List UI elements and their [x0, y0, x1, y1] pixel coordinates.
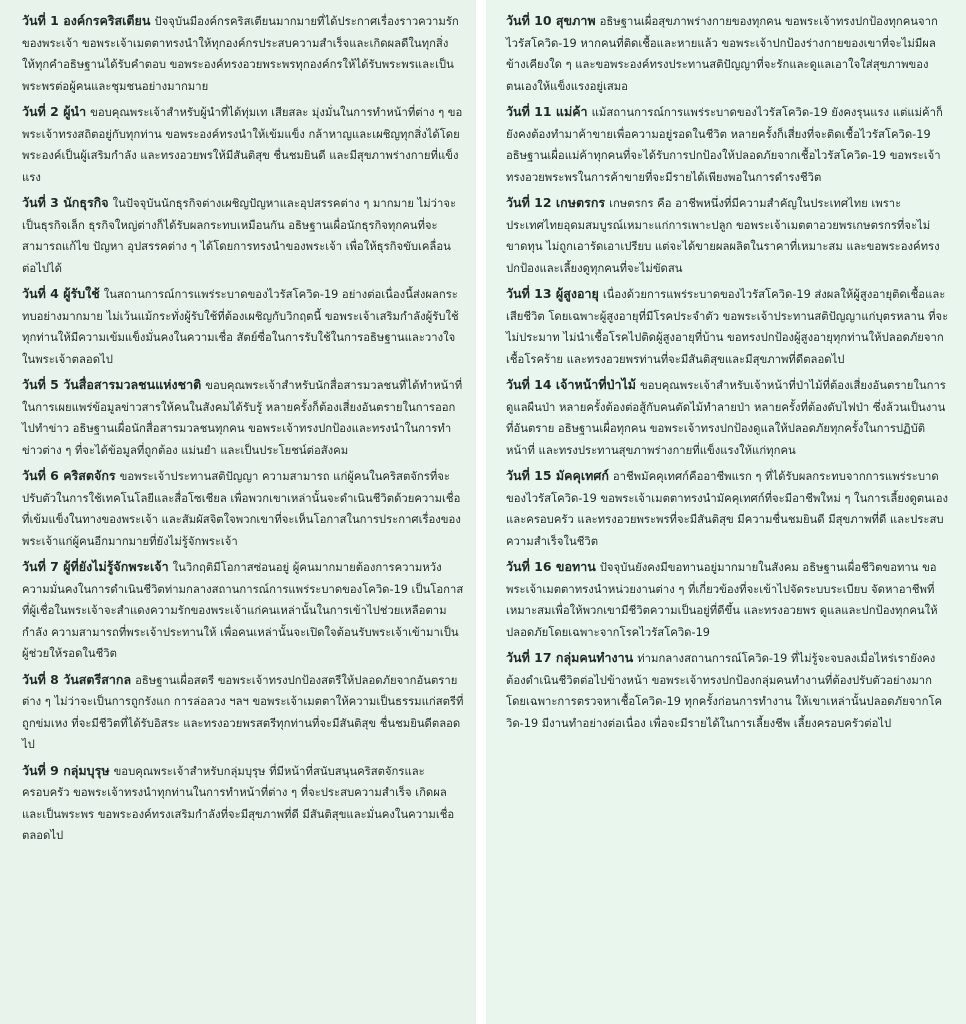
day-4-entry [22, 283, 464, 370]
day-heading: วันที่ 9 กลุ่มบุรุษ [22, 762, 110, 778]
day-body: ขอบคุณพระเจ้าสำหรับผู้นำที่ได้ทุ่มเท เสียสละ มุ่งมั่นในการทำหน้าที่ต่าง ๆ ขอพระเจ้าทรงสถิตอยู่กับทุกท่าน ขอพระองค์ทรงนำให้เข้มแข็ง กล้าหาญและเผชิญทุกสิ่งได้โดยพระองค์เป็นผู้เสริมกำลัง และทรงอวยพรให้มีสันติสุข ชื่นชมยินดี และมีสุขภาพร่างกายที่แข็งแรง [22, 106, 463, 184]
day-heading: วันที่ 3 นักธุรกิจ [22, 195, 109, 210]
day-body: อาชีพมัคคุเทศก์คืออาชีพแรก ๆ ที่ได้รับผลกระทบจากการแพร่ระบาดของไวรัสโควิด-19 ขอพระเจ้าเมตตาทรงนำมัคคุเทศก์ที่จะมีอาชีพใหม่ ๆ ในการเลี้ยงดูตนเองและครอบครัว และทรงอวยพระพรที่จะมีสันติสุข มีความชื่นชมยินดี มีสุขภาพที่ดี และประสบความสำเร็จในชีวิต [506, 470, 949, 548]
day-3-entry [22, 192, 464, 279]
day-body: เนื่องด้วยการแพร่ระบาดของไวรัสโควิด-19 ส่งผลให้ผู้สูงอายุติดเชื้อและเสียชีวิต โดยเฉพาะผู้สูงอายุที่มีโรคประจำตัว ขอพระเจ้าประทานสติปัญญาแก่บุตรหลาน ที่จะไม่ประมาท ไม่นำเชื้อโรคไปติดผู้สูงอายุที่บ้าน ขอทรงปกป้องผู้สูงอายุทุกท่านให้ปลอดภัยจากเชื้อโรคร้าย และทรงอวยพรท่านที่จะมีสันติสุขและมีสุขภาพที่ดีตลอดไป [506, 288, 949, 366]
day-11-entry [506, 101, 952, 188]
day-13-entry [506, 283, 952, 370]
day-heading: วันที่ 4 ผู้รับใช้ [22, 286, 100, 301]
day-9-entry [22, 760, 464, 847]
day-heading: วันที่ 1 องค์กรคริสเตียน [22, 13, 151, 28]
day-heading: วันที่ 10 สุขภาพ [506, 13, 596, 28]
day-body: เกษตรกร คือ อาชีพหนึ่งที่มีความสำคัญในประเทศไทย เพราะประเทศไทยอุดมสมบูรณ์เหมาะแก่การเพาะปลูก ขอพระเจ้าเมตตาอวยพรเกษตรกรที่จะไม่ขาดทุน ไม่ถูกเอารัดเอาเปรียบ แต่จะได้ขายผลผลิตในราคาที่เหมาะสม และขอพระองค์ทรงปกป้องและเลี้ยงดูทุกคนที่จะไม่ขัดสน [506, 197, 940, 275]
day-1-entry [22, 10, 464, 97]
day-5-entry [22, 374, 464, 461]
day-body: ในสถานการณ์การแพร่ระบาดของไวรัสโควิด-19 อย่างต่อเนื่องนี้ส่งผลกระทบอย่างมากมาย ไม่เว้นแม้กระทั่งผู้รับใช้ที่ต้องเผชิญกับวิกฤตนี้ ขอพระเจ้าเสริมกำลังผู้รับใช้ทุกท่านให้มีความเข้มแข็งมั่นคงในความเชื่อ สัตย์ซื่อในการรับใช้ในการอธิษฐานและวางใจในพระเจ้าตลอดไป [22, 288, 459, 366]
day-body: ขอบคุณพระเจ้าสำหรับเจ้าหน้าที่ป่าไม้ที่ต้องเสี่ยงอันตรายในการดูแลผืนป่า หลายครั้งต้องต่อสู้กับคนตัดไม้ทำลายป่า หลายครั้งที่ต้องดับไฟป่า ซึ่งล้วนเป็นงานที่อันตราย อธิษฐานเผื่อทุกคน ขอพระเจ้าทรงปกป้องดูแลให้ปลอดภัยทุกครั้งในการปฏิบัติหน้าที่ และทรงประทานสุขภาพร่างกายที่แข็งแรงให้แก่ทุกคน [506, 379, 946, 457]
day-body: ท่ามกลางสถานการณ์โควิด-19 ที่ไม่รู้จะจบลงเมื่อไหร่เรายังคงต้องดำเนินชีวิตต่อไปข้างหน้า ขอพระเจ้าทรงปกป้องกลุ่มคนทำงานที่ต้องปรับตัวอย่างมาก โดยเฉพาะการตรวจหาเชื้อโควิด-19 ทุกครั้งก่อนการทำงาน ให้เขาเหล่านั้นปลอดภัยจากโควิด-19 มีงานทำอย่างต่อเนื่อง เพื่อจะมีรายได้ในการเลี้ยงชีพ เลี้ยงครอบครัวต่อไป [506, 652, 943, 730]
day-16-entry [506, 556, 952, 643]
day-body: ในปัจจุบันนักธุรกิจต่างเผชิญปัญหาและอุปสรรคต่าง ๆ มากมาย ไม่ว่าจะเป็นธุรกิจเล็ก ธุรกิจใหญ่ต่างก็ได้รับผลกระทบเหมือนกัน อธิษฐานเผื่อนักธุรกิจทุกคนที่จะสามารถแก้ไข ปัญหา อุปสรรคต่าง ๆ ได้โดยการทรงนำของพระเจ้า เพื่อให้ธุรกิจขับเคลื่อนต่อไปได้ [22, 197, 457, 275]
day-body: ปัจจุบันมีองค์กรคริสเตียนมากมายที่ได้ประกาศเรื่องราวความรักของพระเจ้า ขอพระเจ้าเมตตาทรงนำให้ทุกองค์กรประสบความสำเร็จและเกิดผลดีในทุกสิ่ง ให้ทุกคำอธิษฐานได้รับคำตอบ ขอพระองค์ทรงอวยพระพรทุกองค์กรให้ได้รับพระพรและเป็นพระพรต่อผู้คนและชุมชนอย่างมากมาย [22, 15, 459, 93]
day-10-entry [506, 10, 952, 97]
day-heading: วันที่ 13 ผู้สูงอายุ [506, 286, 599, 301]
day-heading: วันที่ 2 ผู้นำ [22, 104, 87, 119]
day-17-entry [506, 647, 952, 734]
day-heading: วันที่ 5 วันสื่อสารมวลชนแห่งชาติ [22, 377, 202, 392]
day-heading: วันที่ 12 เกษตรกร [506, 195, 606, 210]
day-body: อธิษฐานเผื่อสตรี ขอพระเจ้าทรงปกป้องสตรีให้ปลอดภัยจากอันตรายต่าง ๆ ไม่ว่าจะเป็นการถูกรังแก การล่อลวง ฯลฯ ขอพระเจ้าเมตตาให้ความเป็นธรรมแก่สตรีที่ถูกข่มเหง ที่จะมีชีวิตที่ได้รับอิสระ และทรงอวยพรสตรีทุกท่านที่จะมีสันติสุข ชื่นชมยินดีตลอดไป [22, 673, 464, 751]
day-heading: วันที่ 17 กลุ่มคนทำงาน [506, 650, 634, 665]
day-14-entry [506, 374, 952, 461]
day-heading: วันที่ 11 แม่ค้า [506, 104, 588, 119]
column-divider [476, 0, 486, 1024]
day-body: ขอบคุณพระเจ้าสำหรับนักสื่อสารมวลชนที่ได้ทำหน้าที่ในการเผยแพร่ข้อมูลข่าวสารให้คนในสังคมได้รับรู้ หลายครั้งก็ต้องเสี่ยงอันตรายในการออกไปทำข่าว อธิษฐานเผื่อนักสื่อสารมวลชนทุกคน ขอพระเจ้าทรงปกป้องและทรงนำในการทำข่าวต่าง ๆ ที่จะได้ข้อมูลที่ถูกต้อง แม่นยำ และเป็นประโยชน์ต่อสังคม [22, 379, 463, 457]
day-heading: วันที่ 6 คริสตจักร [22, 468, 116, 483]
day-body: แม้สถานการณ์การแพร่ระบาดของไวรัสโควิด-19 ยังคงรุนแรง แต่แม่ค้าก็ยังคงต้องทำมาค้าขายเพื่อความอยู่รอดในชีวิต หลายครั้งก็เสี่ยงที่จะติดเชื้อไวรัสโควิด-19 อธิษฐานเผื่อแม่ค้าทุกคนที่จะได้รับการปกป้องให้ปลอดภัยจากเชื้อไวรัสโควิด-19 ขอพระเจ้าทรงอวยพระพรในการค้าขายที่จะมีรายได้เพียงพอในการดำรงชีวิต [506, 106, 943, 184]
day-body: ขอพระเจ้าประทานสติปัญญา ความสามารถ แก่ผู้คนในคริสตจักรที่จะปรับตัวในการใช้เทคโนโลยีและสื่อโซเชียล เพื่อพวกเขาเหล่านั้นจะดำเนินชีวิตด้วยความเชื่อที่เข้มแข็งในทางของพระเจ้า และสัมผัสจิตใจพวกเขาที่จะเห็นโอกาสในการประกาศเรื่องของพระเจ้าแก่ผู้คนอีกมากมายที่ยังไม่รู้จักพระเจ้า [22, 470, 461, 548]
day-heading: วันที่ 8 วันสตรีสากล [22, 671, 132, 687]
day-body: ปัจจุบันยังคงมีขอทานอยู่มากมายในสังคม อธิษฐานเผื่อชีวิตขอทาน ขอพระเจ้าเมตตาทรงนำหน่วยงานต่าง ๆ ที่เกี่ยวข้องที่จะเข้าไปจัดระบบระเบียบ จัดหาอาชีพที่เหมาะสมเพื่อให้พวกเขามีชีวิตความเป็นอยู่ที่ดีขึ้น และทรงอวยพร ดูแลและปกป้องทุกคนให้ปลอดภัยโดยเฉพาะจากโรคไวรัสโควิด-19 [506, 561, 938, 639]
day-2-entry [22, 101, 464, 188]
day-body: อธิษฐานเผื่อสุขภาพร่างกายของทุกคน ขอพระเจ้าทรงปกป้องทุกคนจากไวรัสโควิด-19 หากคนที่ติดเชื้อและหายแล้ว ขอพระเจ้าปกป้องร่างกายของเขาที่จะไม่มีผลข้างเคียงใด ๆ และขอพระองค์ทรงประทานสติปัญญาที่จะรักและดูแลเอาใจใส่สุขภาพของตนเองให้แข็งแรงอยู่เสมอ [506, 15, 938, 93]
day-body: ในวิกฤติมีโอกาสซ่อนอยู่ ผู้คนมากมายต้องการความหวัง ความมั่นคงในการดำเนินชีวิตท่ามกลางสถานการณ์การแพร่ระบาดของโควิด-19 เป็นโอกาสที่ผู้เชื่อในพระเจ้าจะสำแดงความรักของพระเจ้าแก่คนเหล่านั้นในการเข้าไปช่วยเหลือตามกำลัง ความสามารถที่พระเจ้าประทานให้ เพื่อคนเหล่านั้นจะเปิดใจต้อนรับพระเจ้าเข้ามาเป็นผู้ช่วยให้รอดในชีวิต [22, 561, 464, 660]
day-15-entry [506, 465, 952, 552]
day-body: ขอบคุณพระเจ้าสำหรับกลุ่มบุรุษ ที่มีหน้าที่สนับสนุนคริสตจักรและครอบครัว ขอพระเจ้าทรงนำทุกท่านในการทำหน้าที่ต่าง ๆ ที่จะประสบความสำเร็จ เกิดผลและเป็นพระพร ขอพระองค์ทรงเสริมกำลังที่จะมีสุขภาพที่ดี มีสันติสุขและมั่นคงในความเชื่อตลอดไป [22, 764, 455, 842]
day-7-entry [22, 556, 464, 665]
day-12-entry [506, 192, 952, 279]
day-heading: วันที่ 7 ผู้ที่ยังไม่รู้จักพระเจ้า [22, 559, 169, 574]
day-heading: วันที่ 14 เจ้าหน้าที่ป่าไม้ [506, 377, 637, 392]
day-heading: วันที่ 16 ขอทาน [506, 559, 596, 574]
day-6-entry [22, 465, 464, 552]
day-8-entry [22, 669, 464, 756]
day-heading: วันที่ 15 มัคคุเทศก์ [506, 468, 609, 483]
left-column [0, 0, 476, 1024]
right-column [486, 0, 966, 1024]
